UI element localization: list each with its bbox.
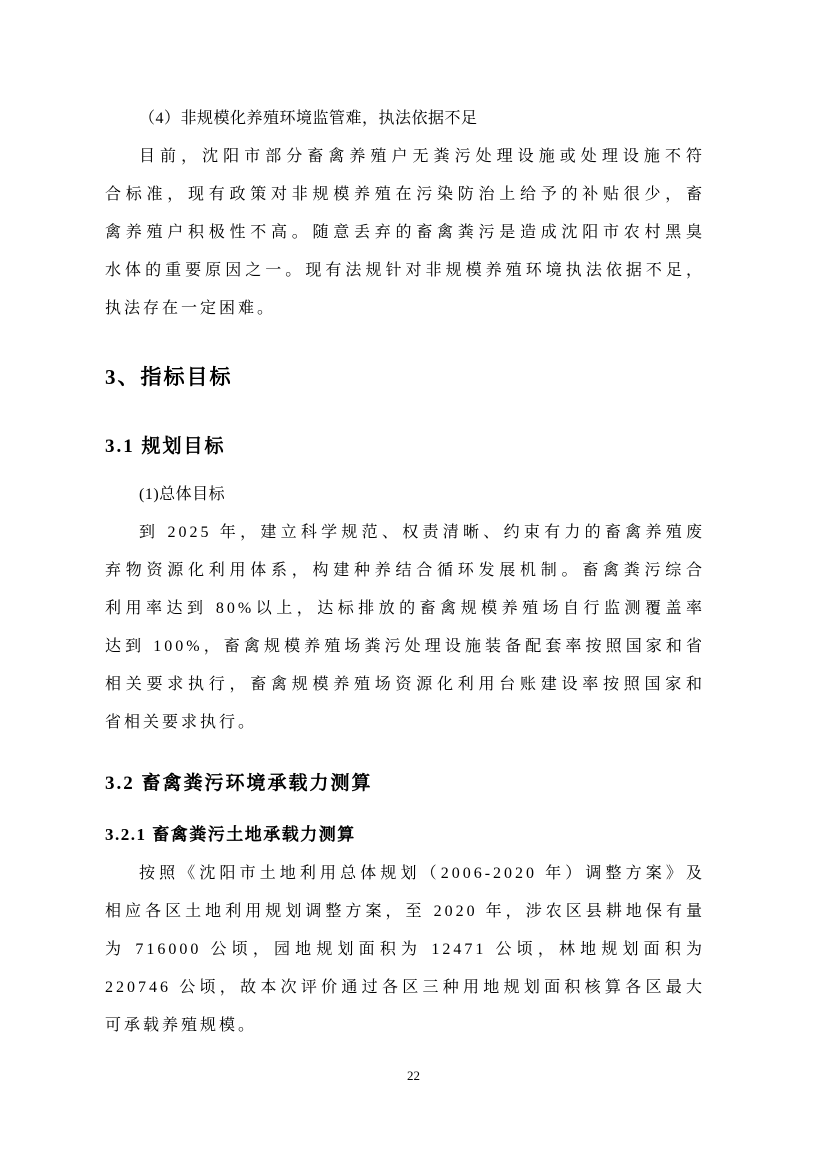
paragraph-line: 相应各区土地利用规划调整方案，至 2020 年，涉农区县耕地保有量 xyxy=(105,903,705,920)
paragraph-line: 到 2025 年，建立科学规范、权责清晰、约束有力的畜禽养殖废 xyxy=(139,524,705,541)
section-3-2-heading: 3.2 畜禽粪污环境承载力测算 xyxy=(105,773,373,794)
paragraph-overall-goal xyxy=(105,514,705,742)
overall-goal-label: (1)总体目标 xyxy=(139,486,226,503)
paragraph-line: 220746 公顷，故本次评价通过各区三种用地规划面积核算各区最大 xyxy=(105,979,705,996)
paragraph-line: 合标准，现有政策对非规模养殖在污染防治上给予的补贴很少，畜 xyxy=(105,186,705,203)
paragraph-line: 相关要求执行，畜禽规模养殖场资源化利用台账建设率按照国家和 xyxy=(105,676,705,693)
paragraph-line: 为 716000 公顷，园地规划面积为 12471 公顷，林地规划面积为 xyxy=(105,941,705,958)
paragraph-line: 弃物资源化利用体系，构建种养结合循环发展机制。畜禽粪污综合 xyxy=(105,562,705,579)
section-3-heading: 3、指标目标 xyxy=(105,365,233,389)
paragraph-current-situation xyxy=(105,138,705,328)
paragraph-line: 利用率达到 80%以上，达标排放的畜禽规模养殖场自行监测覆盖率 xyxy=(105,600,705,617)
paragraph-line: 执法存在一定困难。 xyxy=(105,300,277,317)
section-3-1-heading: 3.1 规划目标 xyxy=(105,436,226,457)
paragraph-line: 按照《沈阳市土地利用总体规划（2006-2020 年）调整方案》及 xyxy=(139,865,705,882)
paragraph-line: 禽养殖户积极性不高。随意丢弃的畜禽粪污是造成沈阳市农村黑臭 xyxy=(105,224,705,241)
clause-4-issue-heading: （4）非规模化养殖环境监管难，执法依据不足 xyxy=(139,110,478,127)
paragraph-line: 达到 100%，畜禽规模养殖场粪污处理设施装备配套率按照国家和省 xyxy=(105,638,705,655)
paragraph-land-capacity xyxy=(105,855,705,1045)
document-body xyxy=(105,100,705,1045)
paragraph-line: 水体的重要原因之一。现有法规针对非规模养殖环境执法依据不足， xyxy=(105,262,705,279)
paragraph-line: 目前，沈阳市部分畜禽养殖户无粪污处理设施或处理设施不符 xyxy=(139,148,705,165)
page-number: 22 xyxy=(407,1068,420,1083)
paragraph-line: 省相关要求执行。 xyxy=(105,714,258,731)
section-3-2-1-heading: 3.2.1 畜禽粪污土地承载力测算 xyxy=(105,825,356,844)
paragraph-line: 可承载养殖规模。 xyxy=(105,1017,258,1034)
